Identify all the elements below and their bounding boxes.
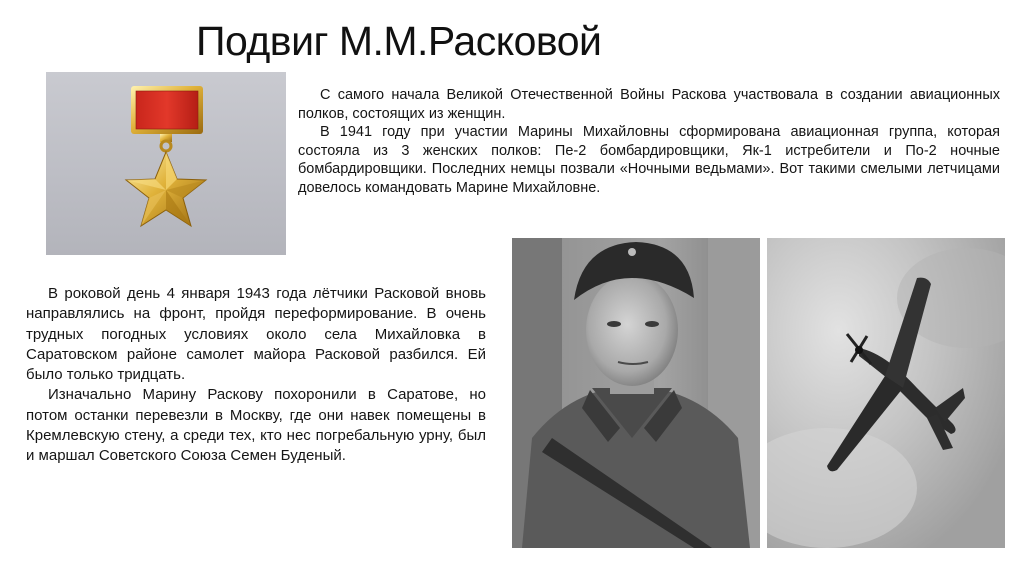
fate-text: [26, 284, 486, 467]
intro-paragraph-1: С самого начала Великой Отечественной Войны Раскова участвовала в создании авиационных полков, состоящих из женщин.: [298, 87, 1000, 122]
airplane-photo: [767, 238, 1005, 548]
gold-star-medal-icon: [46, 72, 286, 255]
portrait-icon: [512, 238, 760, 548]
intro-text: [298, 86, 1000, 198]
fate-paragraph-2: Изначально Марину Раскову похоронили в Саратове, но потом останки перевезли в Москву, где они навек помещены в Кремлевскую стену, а среди тех, кто нес погребальную урну, был и маршал Советского Союза Семен Буденый.: [26, 386, 486, 465]
intro-paragraph-2: В 1941 году при участии Марины Михайловны сформирована авиационная группа, которая состояла из 3 женских полков: Пе-2 бомбардировщики, Як-1 истребители и По-2 ночные бомбардировщики. Последних немцы позвали «Ночными ведьмами». Вот такими смелыми летчицами довелось командовать Марине Михайловне.: [298, 124, 1000, 196]
fate-paragraph-1: В роковой день 4 января 1943 года лётчики Расковой вновь направлялись на фронт, пройдя переформирование. В очень трудных погодных условиях около села Михайловка в Саратовском районе самолет майора Расковой разбился. Ей было только тридцать.: [26, 285, 486, 384]
airplane-icon: [767, 238, 1005, 548]
slide-title: Подвиг М.М.Расковой: [196, 18, 602, 64]
medal-image: [46, 72, 286, 255]
portrait-photo: [512, 238, 760, 548]
